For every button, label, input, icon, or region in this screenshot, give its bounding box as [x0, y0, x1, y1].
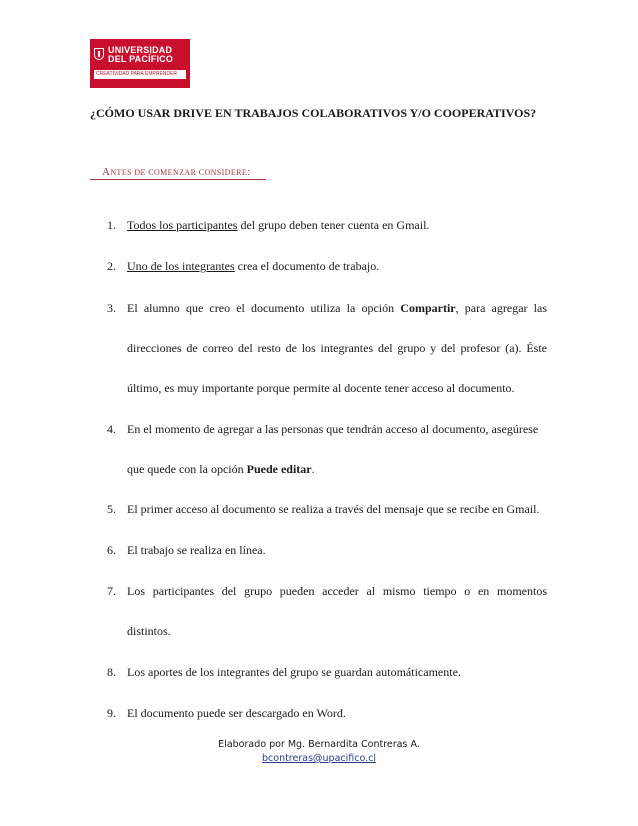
item-number: 9.: [107, 706, 116, 720]
item-number: 7.: [107, 584, 116, 598]
list-item-continuation: [127, 461, 547, 477]
shield-icon: [94, 48, 104, 60]
section-heading: [90, 166, 266, 180]
list-item: [127, 300, 547, 316]
item-text: .: [311, 462, 315, 476]
list-item-continuation: último, es muy importante porque permite al docente tener acceso al documento.: [127, 381, 515, 395]
item-emphasis: Todos los participantes: [127, 218, 238, 232]
option-compartir: Compartir: [400, 301, 456, 315]
section-heading-initial: A: [102, 166, 111, 178]
document-title: ¿CÓMO USAR DRIVE EN TRABAJOS COLABORATIVOS Y/O COOPERATIVOS?: [90, 106, 537, 120]
item-number: 8.: [107, 665, 116, 679]
list-item-continuation: direcciones de correo del resto de los integrantes del grupo y del profesor (a). Éste: [127, 341, 547, 355]
logo-name-line1: UNIVERSIDAD: [108, 45, 173, 55]
section-heading-colon: :: [247, 166, 251, 178]
list-item: El documento puede ser descargado en Word.: [127, 706, 346, 720]
item-number: 5.: [107, 502, 116, 516]
option-puede-editar: Puede editar: [246, 462, 312, 476]
list-item: El trabajo se realiza en línea.: [127, 543, 266, 557]
list-item: Los participantes del grupo pueden acceder al mismo tiempo o en momentos: [127, 584, 547, 598]
item-number: 1.: [107, 218, 116, 232]
logo-tagline-bar: [94, 70, 186, 79]
item-number: 6.: [107, 543, 116, 557]
logo-name-line2: DEL PACÍFICO: [108, 54, 174, 64]
item-text: que quede con la opción: [127, 462, 247, 476]
item-text: , para agregar las: [455, 301, 548, 315]
item-number: 3.: [107, 301, 116, 315]
footer-author: Elaborado por Mg. Bernardita Contreras A.: [218, 739, 420, 750]
list-item-continuation: distintos.: [127, 624, 171, 638]
logo-tagline: CREATIVIDAD PARA EMPRENDER: [96, 71, 177, 77]
item-emphasis: Uno de los integrantes: [127, 259, 235, 273]
section-heading-rest: NTES DE COMENZAR CONSIDERE: [110, 168, 248, 177]
item-text: del grupo deben tener cuenta en Gmail.: [237, 218, 430, 232]
item-number: 2.: [107, 259, 116, 273]
item-text: crea el documento de trabajo.: [234, 259, 380, 273]
university-logo: [90, 39, 190, 88]
list-item: El primer acceso al documento se realiza a través del mensaje que se recibe en Gmail.: [127, 502, 540, 516]
logo-name: [108, 46, 173, 64]
list-item: [127, 258, 547, 274]
item-number: 4.: [107, 422, 116, 436]
list-item: Los aportes de los integrantes del grupo se guardan automáticamente.: [127, 665, 461, 679]
list-item: [127, 217, 547, 233]
list-item: En el momento de agregar a las personas que tendrán acceso al documento, asegúrese: [127, 422, 539, 436]
item-text: El alumno que creo el documento utiliza la opción: [127, 301, 401, 315]
footer-email-wrap: [0, 753, 638, 764]
footer-email-link[interactable]: bcontreras@upacifico.cl: [262, 753, 376, 764]
